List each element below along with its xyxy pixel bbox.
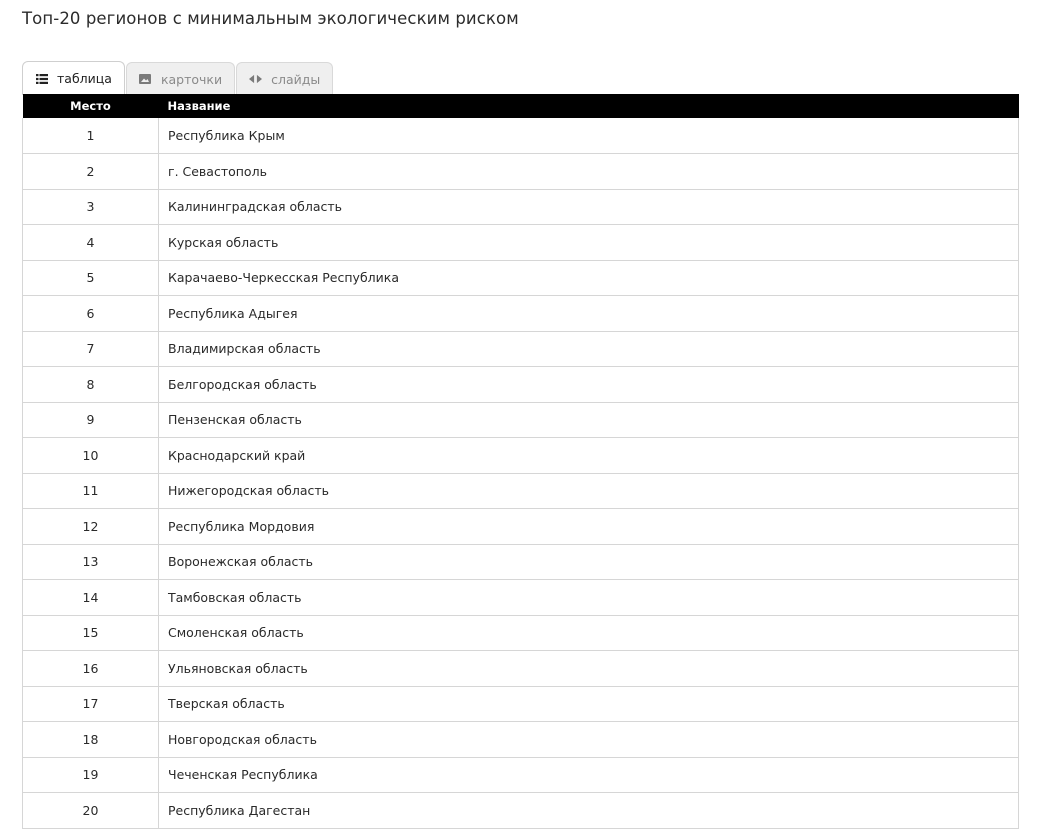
table-header-row (23, 94, 1019, 118)
page-title: Топ-20 регионов с минимальным экологическим риском (22, 9, 519, 28)
rank-cell: 12 (23, 509, 159, 545)
table-row (23, 225, 1019, 261)
column-header-rank[interactable]: Место (70, 99, 111, 113)
table-row (23, 793, 1019, 829)
rank-cell: 3 (23, 189, 159, 225)
table-row (23, 189, 1019, 225)
table-row (23, 367, 1019, 403)
region-name-cell: Белгородская область (159, 367, 1019, 403)
region-name-cell: Курская область (159, 225, 1019, 261)
rank-cell: 15 (23, 615, 159, 651)
rank-cell: 18 (23, 722, 159, 758)
tab-label: карточки (160, 71, 223, 87)
table-row (23, 296, 1019, 332)
table-row (23, 509, 1019, 545)
table-row (23, 757, 1019, 793)
table-row (23, 722, 1019, 758)
table-row (23, 651, 1019, 687)
region-name-cell: Смоленская область (159, 615, 1019, 651)
table-row (23, 686, 1019, 722)
rank-cell: 13 (23, 544, 159, 580)
rank-cell: 17 (23, 686, 159, 722)
rank-cell: 9 (23, 402, 159, 438)
rank-cell: 20 (23, 793, 159, 829)
region-name-cell: Краснодарский край (159, 438, 1019, 474)
rank-cell: 2 (23, 154, 159, 190)
column-header-name[interactable]: Название (167, 99, 231, 113)
table-row (23, 260, 1019, 296)
table-row (23, 473, 1019, 509)
region-name-cell: Калининградская область (159, 189, 1019, 225)
rank-cell: 6 (23, 296, 159, 332)
rank-cell: 8 (23, 367, 159, 403)
region-name-cell: Владимирская область (159, 331, 1019, 367)
view-tabs (22, 61, 334, 95)
rank-cell: 14 (23, 580, 159, 616)
region-name-cell: Нижегородская область (159, 473, 1019, 509)
table-row (23, 118, 1019, 154)
table-row (23, 154, 1019, 190)
table-row (23, 580, 1019, 616)
region-name-cell: Ульяновская область (159, 651, 1019, 687)
region-name-cell: Республика Мордовия (159, 509, 1019, 545)
tab-slides[interactable] (236, 62, 333, 95)
tab-cards[interactable] (126, 62, 235, 95)
region-name-cell: г. Севастополь (159, 154, 1019, 190)
tab-table[interactable] (22, 61, 125, 95)
rank-cell: 16 (23, 651, 159, 687)
region-name-cell: Республика Дагестан (159, 793, 1019, 829)
rank-cell: 4 (23, 225, 159, 261)
region-name-cell: Карачаево-Черкесская Республика (159, 260, 1019, 296)
rank-cell: 5 (23, 260, 159, 296)
table-row (23, 615, 1019, 651)
region-name-cell: Воронежская область (159, 544, 1019, 580)
region-name-cell: Чеченская Республика (159, 757, 1019, 793)
table-row (23, 402, 1019, 438)
list-icon (35, 73, 48, 84)
table-row (23, 544, 1019, 580)
regions-table (22, 94, 1019, 829)
region-name-cell: Новгородская область (159, 722, 1019, 758)
rank-cell: 10 (23, 438, 159, 474)
region-name-cell: Тверская область (159, 686, 1019, 722)
rank-cell: 7 (23, 331, 159, 367)
region-name-cell: Тамбовская область (159, 580, 1019, 616)
image-icon (139, 74, 152, 85)
left-right-arrows-icon (249, 74, 262, 85)
tab-label: таблица (57, 71, 112, 86)
table-row (23, 331, 1019, 367)
region-name-cell: Республика Крым (159, 118, 1019, 154)
region-name-cell: Республика Адыгея (159, 296, 1019, 332)
table-row (23, 438, 1019, 474)
rank-cell: 19 (23, 757, 159, 793)
rank-cell: 11 (23, 473, 159, 509)
region-name-cell: Пензенская область (159, 402, 1019, 438)
tab-label: слайды (271, 71, 321, 87)
rank-cell: 1 (23, 118, 159, 154)
